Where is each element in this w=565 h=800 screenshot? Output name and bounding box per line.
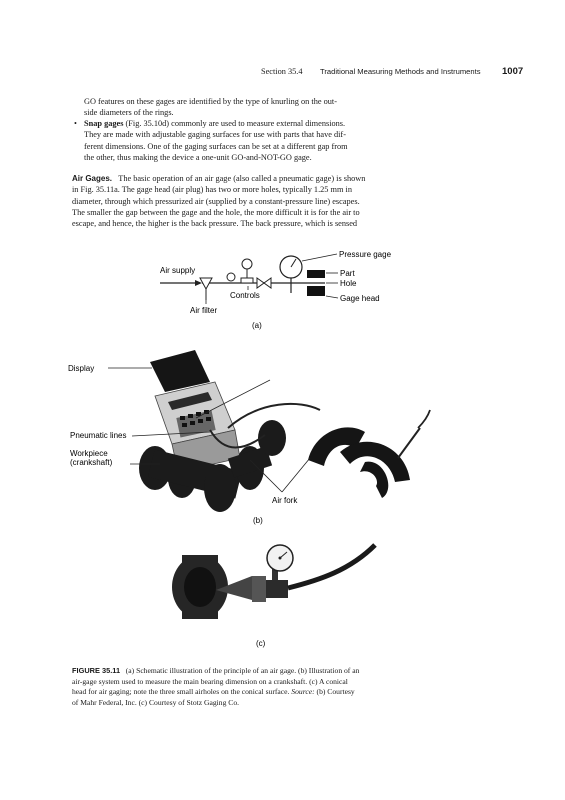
figure-caption: [72, 666, 487, 708]
text-span: The basic operation of an air gage (also called a pneumatic gage) is shown: [118, 174, 366, 183]
regulator-knob: [242, 259, 252, 269]
text-line: GO features on these gages are identified by the type of knurling on the out-: [84, 97, 337, 106]
air-filter-label: Air filter: [190, 306, 218, 315]
continuation-paragraph: [84, 96, 487, 119]
running-header: [0, 67, 565, 81]
part-block: [307, 270, 325, 278]
dial-indicator-illustration: [267, 545, 293, 580]
text-line: escape, and hence, the higher is the back pressure. The back pressure, which is sensed: [72, 219, 358, 229]
valve-symbol-left: [257, 278, 264, 288]
air-fork-illustration: [308, 410, 430, 498]
text-line: the other, thus making the device a one-unit GO-and-NOT-GO gage.: [84, 152, 312, 162]
run-in-heading: Air Gages.: [72, 174, 113, 183]
bullet-term: Snap gages: [84, 119, 124, 128]
text-line: side diameters of the rings.: [84, 108, 174, 118]
part-label: Part: [340, 269, 355, 278]
air-hose-path: [288, 545, 375, 588]
air-supply-arrowhead: [195, 280, 202, 286]
text-line: diameter, through which pressurized air (supplied by a constant-pressure line) escapes.: [72, 196, 360, 206]
air-supply-label: Air supply: [160, 266, 196, 275]
hole-label: Hole: [340, 279, 357, 288]
caption-line: [72, 687, 487, 698]
pressure-gage-leader: [302, 254, 337, 261]
text-line: [72, 173, 487, 184]
caption-line: air-gage system used to measure the main bearing dimension on a crankshaft. (c) A conical: [72, 676, 348, 686]
page-number: 1007: [502, 66, 524, 77]
gage-head-block: [307, 286, 325, 296]
display-label: Display: [68, 364, 95, 373]
figure-c-illustration: [160, 540, 400, 655]
valve-symbol-right: [264, 278, 271, 288]
figure-number: FIGURE 35.11: [72, 666, 121, 675]
gage-head-label: Gage head: [340, 294, 380, 303]
subfigure-a-label: (a): [252, 321, 262, 330]
caption-line: [72, 666, 487, 677]
workpiece-label: Workpiece: [70, 449, 108, 458]
bullet-dot: •: [74, 119, 77, 128]
pressure-gage-label: Pressure gage: [339, 250, 392, 259]
regulator-symbol: [227, 273, 235, 281]
air-fork-leader: [282, 458, 310, 492]
bullet-text: (Fig. 35.10d) commonly are used to measure external dimensions.: [123, 119, 346, 128]
text-line: The smaller the gap between the gage and the hole, the more difficult it is for the air to: [72, 207, 360, 217]
regulator-body: [241, 278, 253, 283]
figure-b-illustration: [60, 340, 500, 540]
caption-text: head for air gaging; note the three small airholes on the conical surface.: [72, 687, 290, 697]
subfigure-b-label: (b): [253, 516, 263, 525]
caption-text: (b) Courtesy: [314, 687, 355, 697]
figure-a-schematic: [140, 240, 420, 335]
caption-line: of Mahr Federal, Inc. (c) Courtesy of Stotz Gaging Co.: [72, 697, 240, 707]
text-line: They are made with adjustable gaging surfaces for use with parts that have dif-: [84, 130, 346, 140]
section-title: Traditional Measuring Methods and Instruments: [320, 67, 481, 76]
text-line: in Fig. 35.11a. The gage head (air plug) has two or more holes, typically 1.25 mm in: [72, 185, 352, 195]
caption-text: (a) Schematic illustration of the principle of an air gage. (b) Illustration of an: [125, 666, 360, 675]
workpiece-label: (crankshaft): [70, 458, 113, 467]
pneumatic-lines-label: Pneumatic lines: [70, 431, 127, 440]
gage-head-leader: [326, 296, 338, 298]
text-line: [84, 118, 487, 129]
section-number: Section 35.4: [261, 67, 303, 76]
subfigure-c-label: (c): [256, 639, 266, 648]
text-line: ferent dimensions. One of the gaging surfaces can be set at a different gap from: [84, 141, 348, 151]
air-gages-paragraph: [72, 173, 487, 229]
controls-label: Controls: [230, 291, 260, 300]
air-fork-label: Air fork: [272, 496, 298, 505]
source-label: Source:: [291, 687, 315, 697]
